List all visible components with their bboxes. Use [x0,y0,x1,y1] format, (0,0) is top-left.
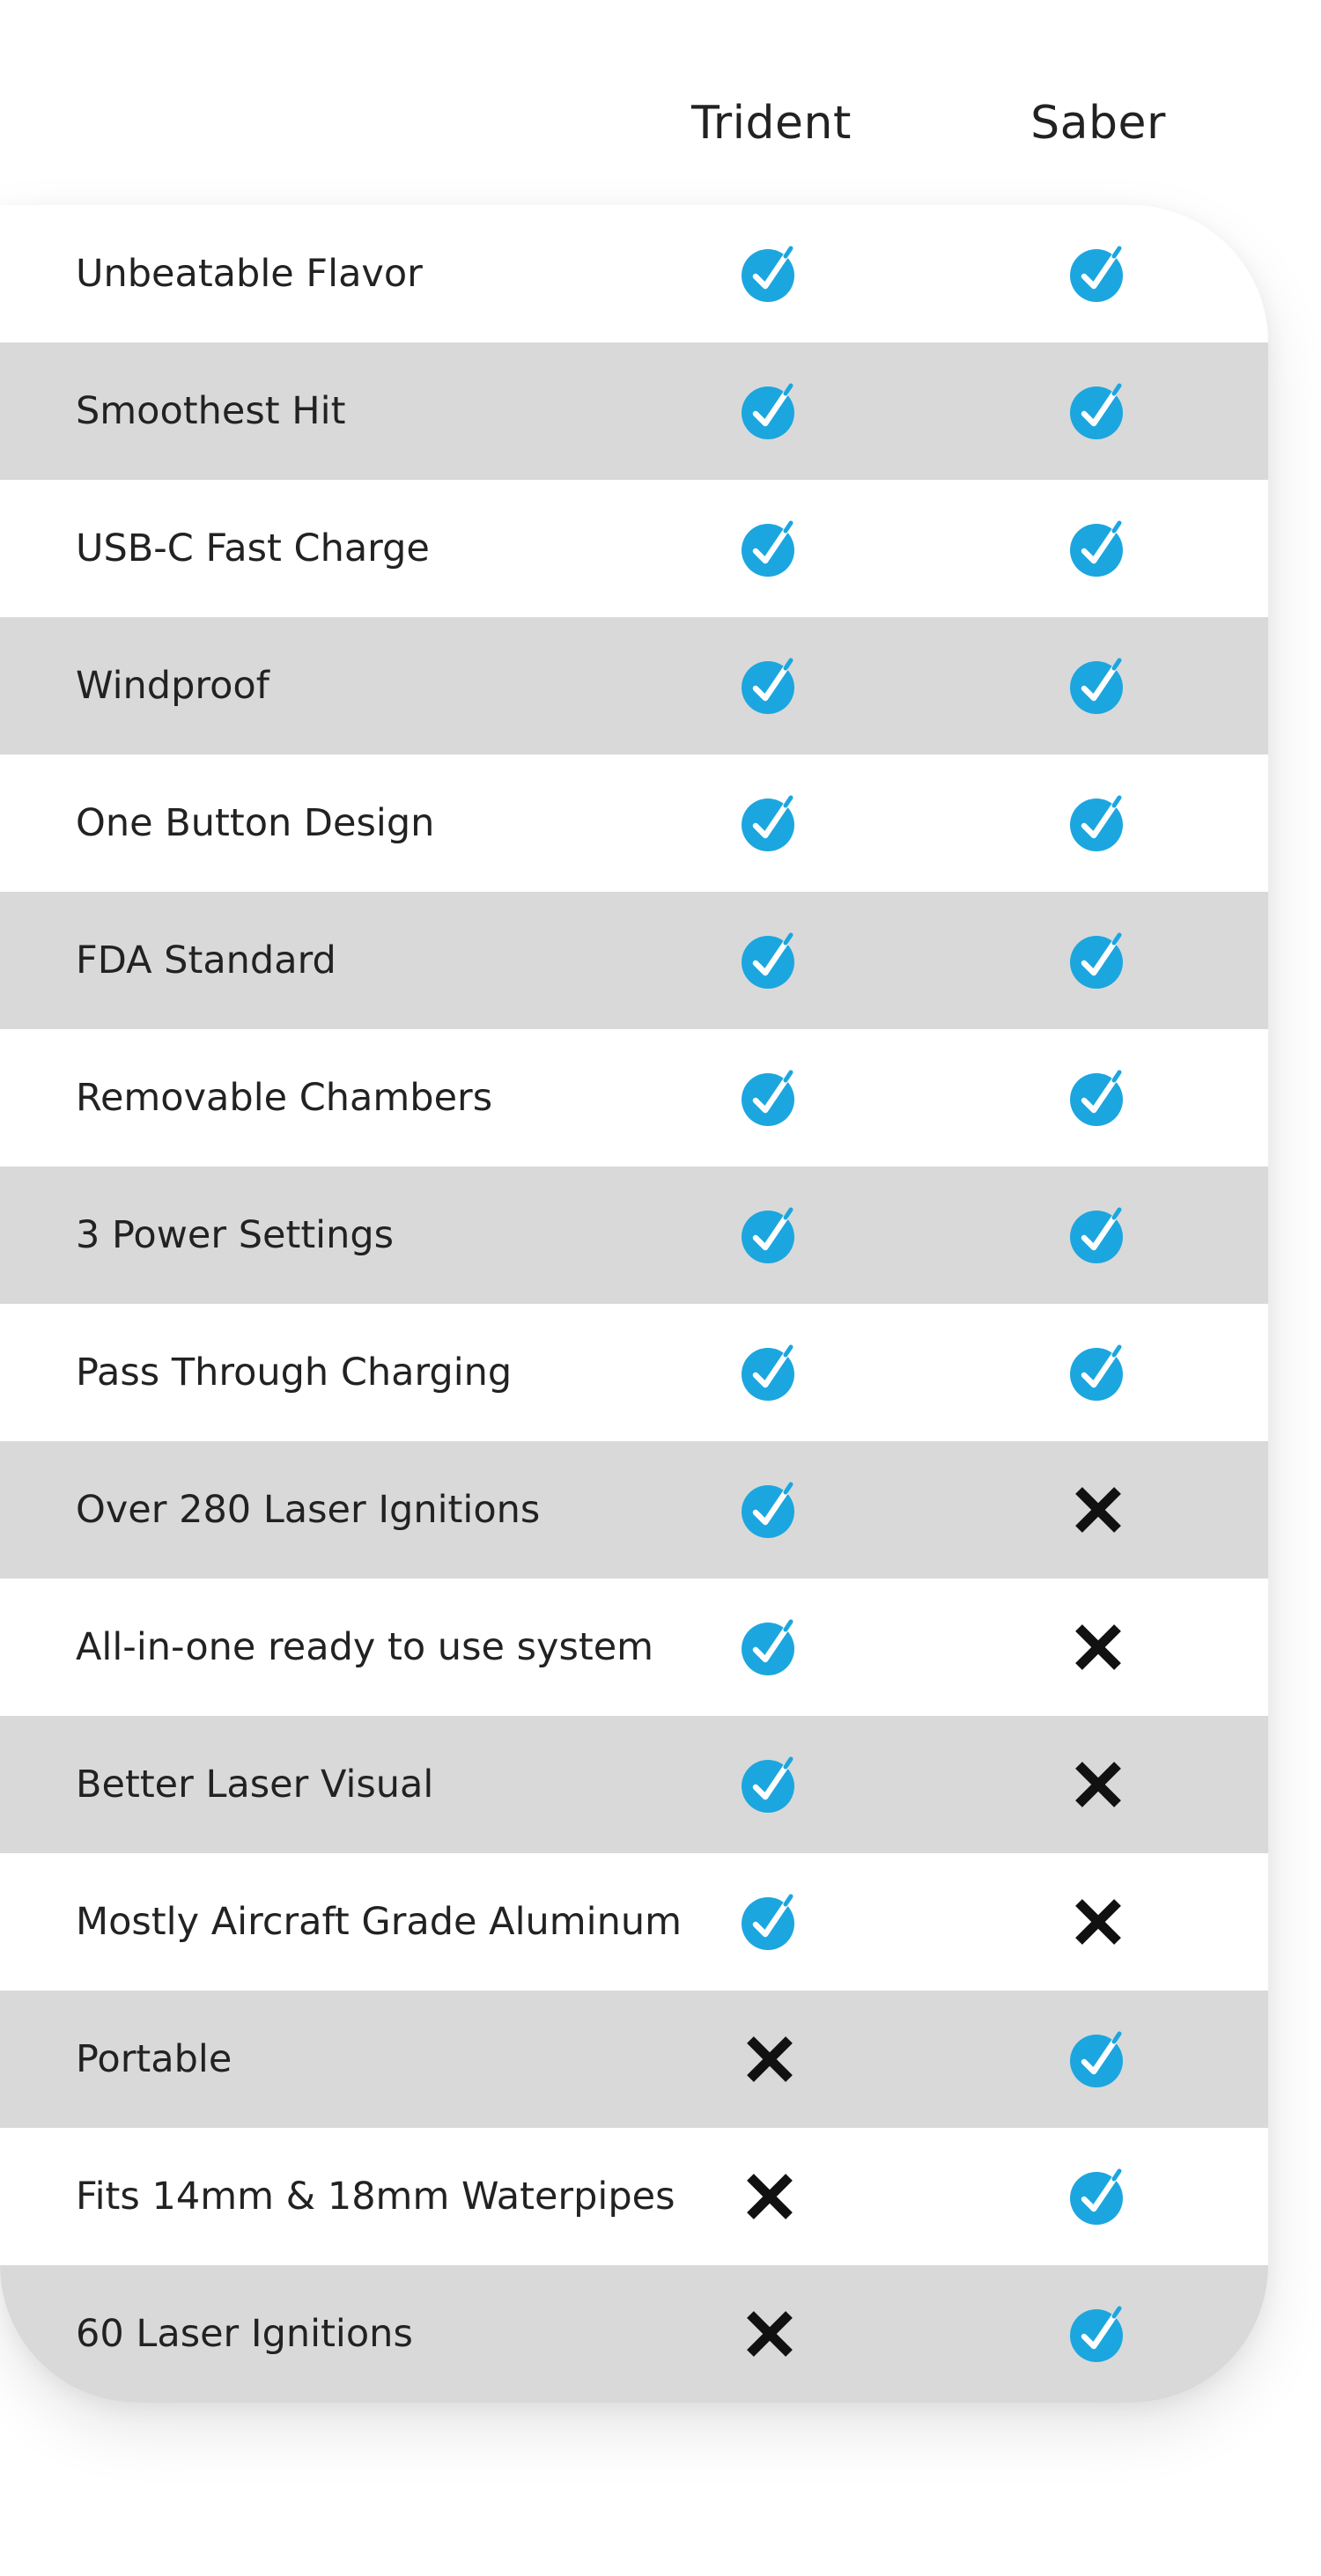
check-icon [1068,793,1128,853]
check-icon [1068,2167,1128,2226]
cross-icon [1068,1480,1128,1540]
feature-label: One Button Design [76,801,435,845]
table-row [0,1441,1268,1579]
cross-icon [1068,1892,1128,1952]
cross-icon [740,2029,800,2089]
check-icon [740,1068,800,1128]
check-icon [1068,2304,1128,2364]
table-row [0,2128,1268,2265]
check-icon [1068,2029,1128,2089]
column-header-saber: Saber [1030,97,1166,150]
cross-icon [1068,1617,1128,1677]
table-row [0,1853,1268,1991]
cross-icon [740,2167,800,2226]
comparison-header [0,88,1321,158]
check-icon [740,1892,800,1952]
cross-icon [1068,1755,1128,1814]
check-icon [1068,519,1128,578]
feature-label: Portable [76,2037,232,2081]
check-icon [740,931,800,990]
table-row [0,1716,1268,1853]
feature-label: Mostly Aircraft Grade Aluminum [76,1900,683,1944]
table-row [0,892,1268,1029]
feature-label: Better Laser Visual [76,1763,434,1807]
check-icon [740,1617,800,1677]
check-icon [740,793,800,853]
check-icon [740,656,800,716]
feature-label: 3 Power Settings [76,1213,395,1257]
feature-label: Pass Through Charging [76,1351,513,1395]
check-icon [1068,656,1128,716]
feature-label: USB-C Fast Charge [76,526,430,570]
feature-label: Fits 14mm & 18mm Waterpipes [76,2175,675,2219]
feature-label: Over 280 Laser Ignitions [76,1488,541,1532]
comparison-table [0,205,1268,2403]
feature-label: FDA Standard [76,938,336,983]
check-icon [740,1205,800,1265]
table-row [0,1304,1268,1441]
check-icon [1068,931,1128,990]
table-row [0,2265,1268,2403]
check-icon [740,244,800,304]
check-icon [740,1343,800,1402]
table-row [0,205,1268,342]
table-row [0,342,1268,480]
check-icon [740,519,800,578]
cross-icon [740,2304,800,2364]
check-icon [740,1480,800,1540]
table-row [0,480,1268,617]
check-icon [1068,244,1128,304]
table-row [0,1167,1268,1304]
table-row [0,754,1268,892]
column-header-trident: Trident [691,97,852,150]
feature-label: All-in-one ready to use system [76,1625,654,1669]
feature-label: Removable Chambers [76,1076,493,1120]
check-icon [740,381,800,441]
feature-label: Smoothest Hit [76,389,346,433]
feature-label: 60 Laser Ignitions [76,2312,413,2356]
table-row [0,617,1268,754]
check-icon [1068,1068,1128,1128]
check-icon [1068,381,1128,441]
check-icon [740,1755,800,1814]
check-icon [1068,1343,1128,1402]
feature-label: Windproof [76,664,269,708]
table-row [0,1991,1268,2128]
check-icon [1068,1205,1128,1265]
table-row [0,1579,1268,1716]
feature-label: Unbeatable Flavor [76,252,423,296]
table-row [0,1029,1268,1167]
